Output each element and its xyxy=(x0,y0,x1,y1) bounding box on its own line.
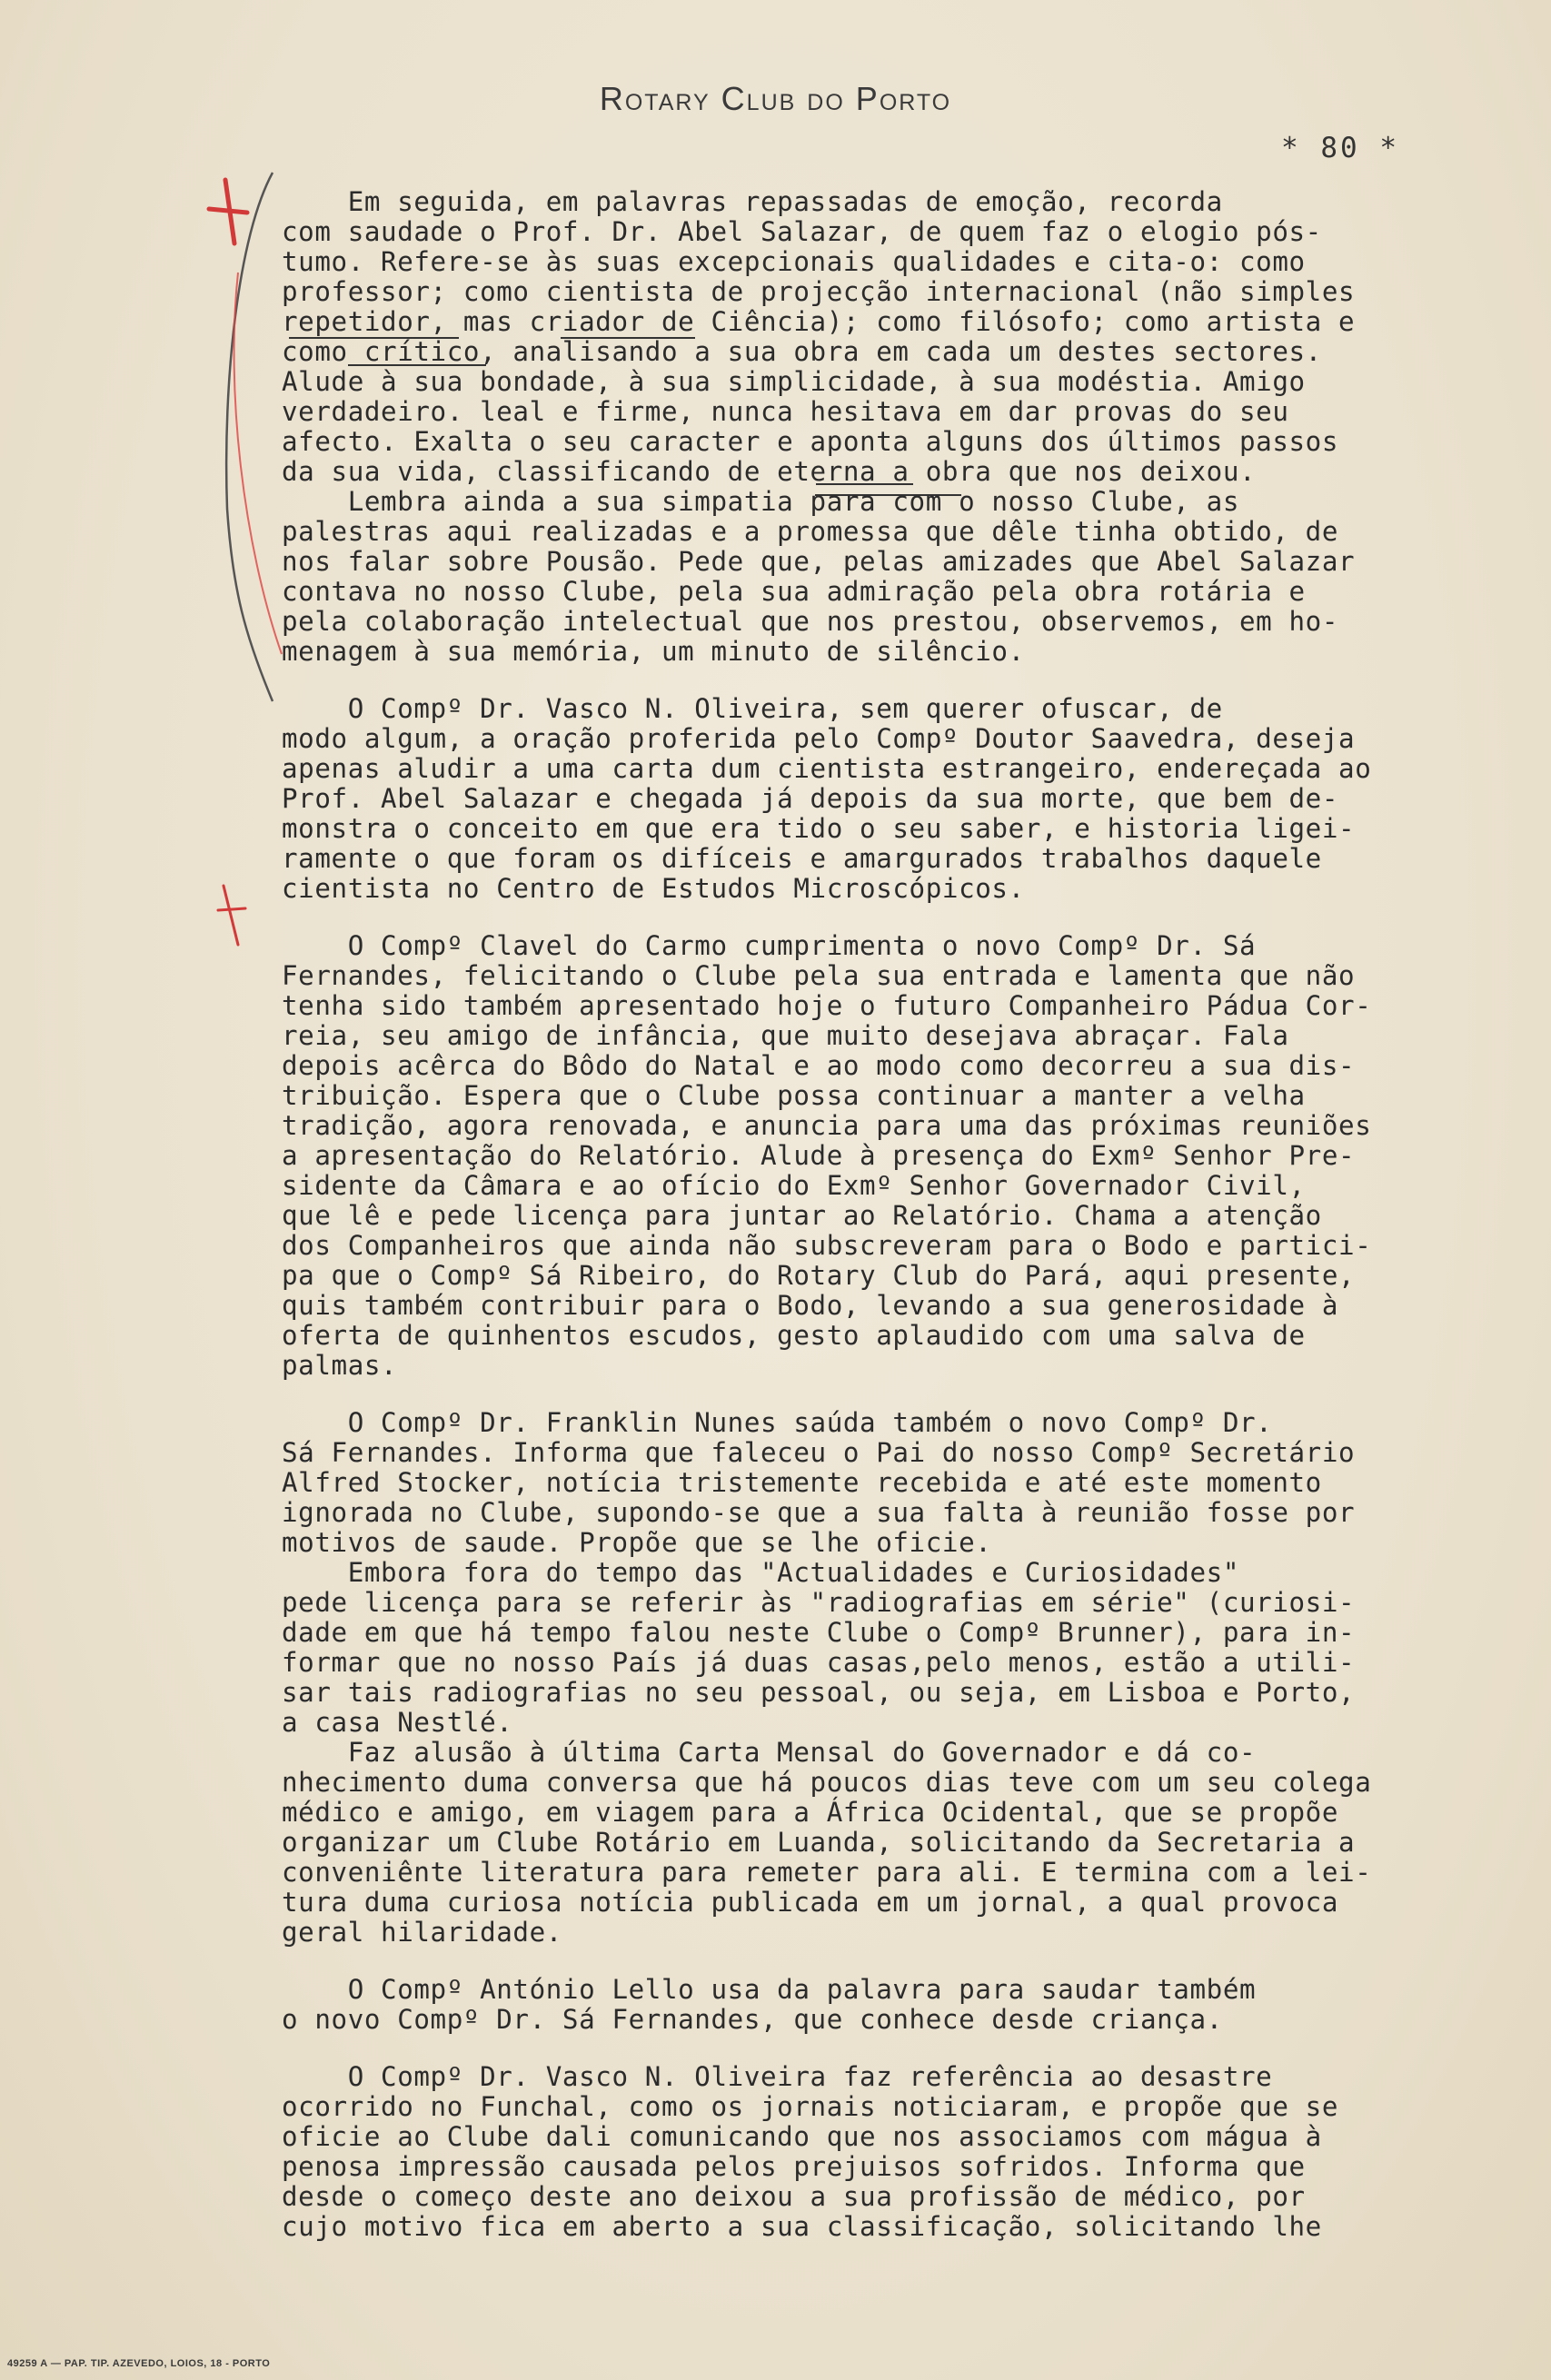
paragraph-abel-salazar xyxy=(282,187,1490,667)
text-line: professor; como cientista de projecção internacional (não simples xyxy=(282,276,1356,307)
text-line: O Compº Clavel do Carmo cumprimenta o novo Compº Dr. Sá xyxy=(282,930,1257,961)
text-line: a casa Nestlé. xyxy=(282,1707,513,1738)
text-line: monstra o conceito em que era tido o seu saber, e historia ligei- xyxy=(282,813,1356,844)
text-line: tenha sido também apresentado hoje o futuro Companheiro Pádua Cor- xyxy=(282,990,1372,1021)
text-line: que lê e pede licença para juntar ao Relatório. Chama a atenção xyxy=(282,1200,1322,1231)
text-line: Faz alusão à última Carta Mensal do Governador e dá co- xyxy=(282,1737,1257,1768)
text-line: Prof. Abel Salazar e chegada já depois da sua morte, que bem de- xyxy=(282,783,1339,814)
text-line: tumo. Refere-se às suas excepcionais qualidades e cita-o: como xyxy=(282,246,1306,277)
text-line: nos falar sobre Pousão. Pede que, pelas amizades que Abel Salazar xyxy=(282,546,1356,577)
text-line: Sá Fernandes. Informa que faleceu o Pai do nosso Compº Secretário xyxy=(282,1437,1356,1468)
paragraph-antonio-lello xyxy=(282,1975,1490,2035)
text-line: cujo motivo fica em aberto a sua classificação, solicitando lhe xyxy=(282,2211,1322,2242)
text-line: pa que o Compº Sá Ribeiro, do Rotary Club do Pará, aqui presente, xyxy=(282,1260,1356,1291)
text-line: O Compº António Lello usa da palavra para saudar também xyxy=(282,1974,1257,2005)
text-line: conveniênte literatura para remeter para ali. E termina com a lei- xyxy=(282,1857,1372,1888)
text-line: verdadeiro. leal e firme, nunca hesitava em dar provas do seu xyxy=(282,396,1289,427)
text-line: dos Companheiros que ainda não subscreveram para o Bodo e partici- xyxy=(282,1230,1372,1261)
text-line: motivos de saude. Propõe que se lhe oficie. xyxy=(282,1527,992,1558)
paragraph-clavel-do-carmo xyxy=(282,931,1490,1381)
text-line: o novo Compº Dr. Sá Fernandes, que conhece desde criança. xyxy=(282,2004,1223,2035)
text-line: da sua vida, classificando de eterna a obra que nos deixou. xyxy=(282,456,1257,487)
text-line: modo algum, a oração proferida pelo Compº Doutor Saavedra, deseja xyxy=(282,723,1356,754)
text-line: pede licença para se referir às "radiografias em série" (curiosi- xyxy=(282,1587,1356,1618)
text-line: nhecimento duma conversa que há poucos dias teve com um seu colega xyxy=(282,1767,1372,1798)
text-line: oficie ao Clube dali comunicando que nos associamos com mágua à xyxy=(282,2121,1322,2152)
paragraph-franklin-nunes xyxy=(282,1408,1490,1948)
text-line: depois acêrca do Bôdo do Natal e ao modo como decorreu a sua dis- xyxy=(282,1050,1356,1081)
paragraph-funchal-disaster xyxy=(282,2062,1490,2242)
text-line: repetidor, mas criador de Ciência); como filósofo; como artista e xyxy=(282,306,1356,337)
text-line: cientista no Centro de Estudos Microscópicos. xyxy=(282,873,1025,904)
text-line: O Compº Dr. Vasco N. Oliveira faz referência ao desastre xyxy=(282,2061,1273,2092)
text-line: organizar um Clube Rotário em Luanda, solicitando da Secretaria a xyxy=(282,1827,1356,1858)
text-line: penosa impressão causada pelos prejuisos sofridos. Informa que xyxy=(282,2151,1306,2182)
letterhead-title: Rotary Club do Porto xyxy=(599,80,952,117)
text-line: menagem à sua memória, um minuto de silêncio. xyxy=(282,636,1025,667)
text-line: a apresentação do Relatório. Alude à presença do Exmº Senhor Pre- xyxy=(282,1140,1356,1171)
text-line: contava no nosso Clube, pela sua admiração pela obra rotária e xyxy=(282,576,1306,607)
text-line: reia, seu amigo de infância, que muito desejava abraçar. Fala xyxy=(282,1020,1289,1051)
text-line: com saudade o Prof. Dr. Abel Salazar, de quem faz o elogio pós- xyxy=(282,216,1322,247)
text-line: pela colaboração intelectual que nos prestou, observemos, em ho- xyxy=(282,606,1339,637)
text-line: apenas aludir a uma carta dum cientista estrangeiro, endereçada ao xyxy=(282,753,1372,784)
text-line: palmas. xyxy=(282,1350,398,1381)
text-line: Lembra ainda a sua simpatia para com o nosso Clube, as xyxy=(282,486,1239,517)
text-line: formar que no nosso País já duas casas,pelo menos, estão a utili- xyxy=(282,1647,1356,1678)
text-line: dade em que há tempo falou neste Clube o Compº Brunner), para in- xyxy=(282,1617,1356,1648)
paragraph-vasco-oliveira-letter xyxy=(282,694,1490,904)
text-line: Embora fora do tempo das "Actualidades e Curiosidades" xyxy=(282,1557,1239,1588)
text-line: ocorrido no Funchal, como os jornais noticiaram, e propõe que se xyxy=(282,2091,1339,2122)
text-line: ignorada no Clube, supondo-se que a sua falta à reunião fosse por xyxy=(282,1497,1356,1528)
text-line: palestras aqui realizadas e a promessa que dêle tinha obtido, de xyxy=(282,516,1339,547)
text-line: médico e amigo, em viagem para a África Ocidental, que se propõe xyxy=(282,1797,1339,1828)
text-line: desde o começo deste ano deixou a sua profissão de médico, por xyxy=(282,2181,1306,2212)
text-line: O Compº Dr. Franklin Nunes saúda também o novo Compº Dr. xyxy=(282,1407,1273,1438)
text-line: Alude à sua bondade, à sua simplicidade, à sua modéstia. Amigo xyxy=(282,366,1306,397)
text-line: sar tais radiografias no seu pessoal, ou seja, em Lisboa e Porto, xyxy=(282,1677,1356,1708)
text-line: ramente o que foram os difíceis e amargurados trabalhos daquele xyxy=(282,843,1322,874)
text-line: quis também contribuir para o Bodo, levando a sua generosidade à xyxy=(282,1290,1339,1321)
text-line: afecto. Exalta o seu caracter e aponta alguns dos últimos passos xyxy=(282,426,1339,457)
text-line: geral hilaridade. xyxy=(282,1917,562,1948)
text-line: Em seguida, em palavras repassadas de emoção, recorda xyxy=(282,186,1223,217)
page-number: * 80 * xyxy=(1281,132,1399,164)
text-line: como crítico, analisando a sua obra em cada um destes sectores. xyxy=(282,336,1322,367)
text-line: Alfred Stocker, notícia tristemente recebida e até este momento xyxy=(282,1467,1322,1498)
text-line: oferta de quinhentos escudos, gesto aplaudido com uma salva de xyxy=(282,1320,1306,1351)
text-line: Fernandes, felicitando o Clube pela sua entrada e lamenta que não xyxy=(282,960,1356,991)
text-line: tradição, agora renovada, e anuncia para uma das próximas reuniões xyxy=(282,1110,1372,1141)
text-line: tribuição. Espera que o Clube possa continuar a manter a velha xyxy=(282,1080,1306,1111)
text-line: sidente da Câmara e ao ofício do Exmº Senhor Governador Civil, xyxy=(282,1170,1306,1201)
minutes-body xyxy=(282,187,1490,2242)
text-line: O Compº Dr. Vasco N. Oliveira, sem querer ofuscar, de xyxy=(282,693,1223,724)
printer-imprint: 49259 A — PAP. TIP. AZEVEDO, LOIOS, 18 - PORTO xyxy=(7,2358,271,2369)
text-line: tura duma curiosa notícia publicada em um jornal, a qual provoca xyxy=(282,1887,1339,1918)
